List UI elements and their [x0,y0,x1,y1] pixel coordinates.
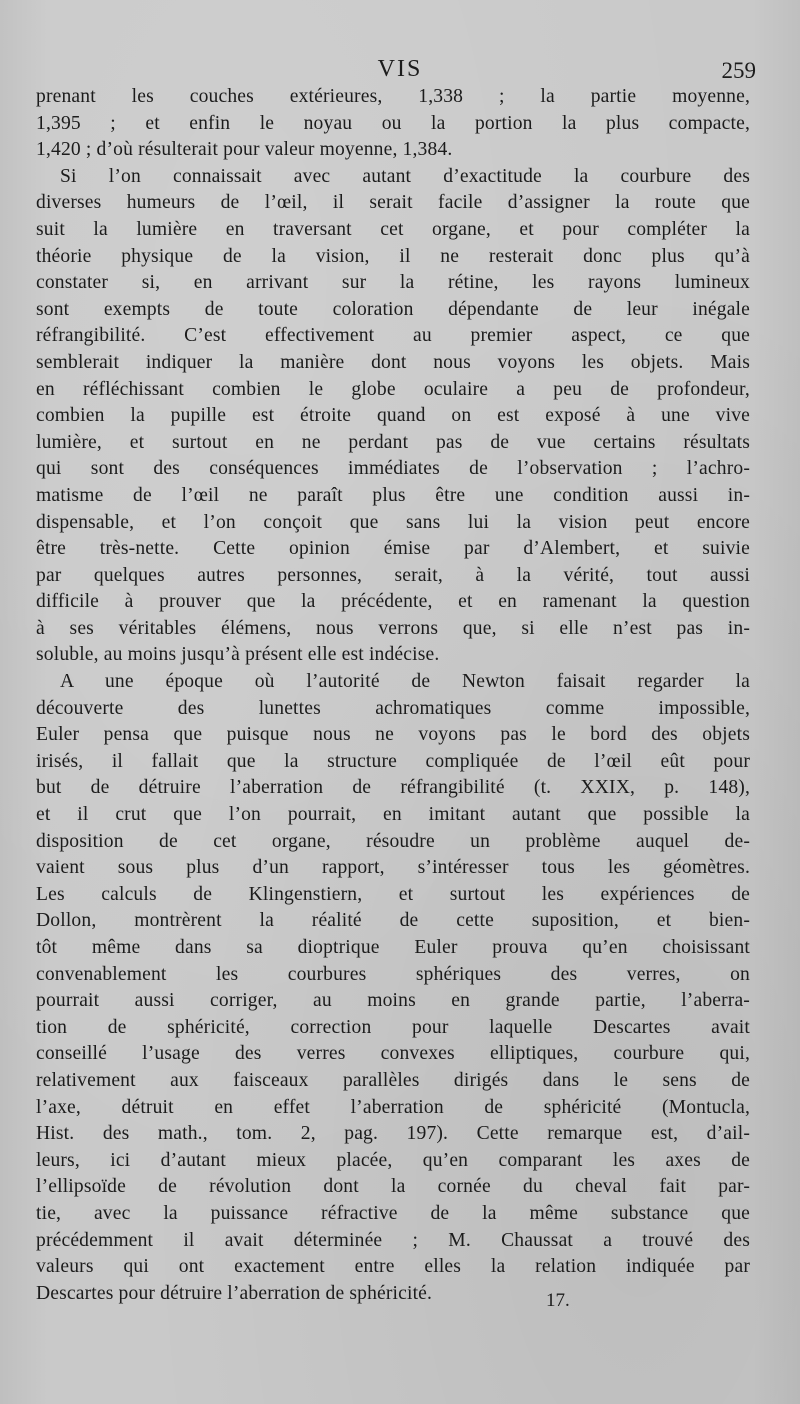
text-line: diverses humeurs de l’œil, il serait facile d’assigner la route que [36,192,750,214]
text-line: réfrangibilité. C’est effectivement au premier aspect, ce que [36,325,750,347]
text-line: combien la pupille est étroite quand on est exposé à une vive [36,405,750,427]
text-line: lumière, et surtout en ne perdant pas de vue certains résultats [36,431,750,453]
text-line: Descartes pour détruire l’aberration de sphéricité. [36,1282,433,1304]
text-line: 1,395 ; et enfin le noyau ou la portion la plus compacte, [36,112,750,134]
text-line: précédemment il avait déterminée ; M. Chaussat a trouvé des [36,1229,750,1251]
body-text [36,84,750,1307]
text-line: Hist. des math., tom. 2, pag. 197). Cette remarque est, d’ail- [36,1123,750,1145]
text-line: sont exempts de toute coloration dépendante de leur inégale [36,298,750,320]
text-line: vaient sous plus d’un rapport, s’intéresser tous les géomètres. [36,857,750,879]
text-line: Euler pensa que puisque nous ne voyons pas le bord des objets [36,724,750,746]
text-line: à ses véritables élémens, nous verrons que, si elle n’est pas in- [36,617,750,639]
text-line: l’axe, détruit en effet l’aberration de sphéricité (Montucla, [36,1096,750,1118]
text-line: tôt même dans sa dioptrique Euler prouva qu’en choisissant [36,937,750,958]
text-line: et il crut que l’on pourrait, en imitant autant que possible la [36,804,750,826]
text-line: leurs, ici d’autant mieux placée, qu’en comparant les axes de [36,1149,750,1171]
text-line: Si l’on connaissait avec autant d’exactitude la courbure des [60,165,750,187]
signature-mark: 17. [546,1290,570,1311]
text-line: difficile à prouver que la précédente, et en ramenant la question [36,591,750,613]
text-line: relativement aux faisceaux parallèles dirigés dans le sens de [36,1069,750,1091]
text-line: Dollon, montrèrent la réalité de cette suposition, et bien- [36,910,750,932]
text-line: dispensable, et l’on conçoit que sans lui la vision peut encore [36,511,750,533]
text-line: matisme de l’œil ne paraît plus être une condition aussi in- [36,484,750,506]
text-line: irisés, il fallait que la structure compliquée de l’œil eût pour [36,750,750,772]
text-line: tie, avec la puissance réfractive de la même substance que [36,1202,750,1224]
text-line: semblerait indiquer la manière dont nous voyons les objets. Mais [36,351,750,373]
text-line: soluble, au moins jusqu’à présent elle est indécise. [36,644,440,666]
text-line: Les calculs de Klingenstiern, et surtout les expériences de [36,883,750,905]
running-head [36,56,764,86]
text-line: en réfléchissant combien le globe oculaire a peu de profondeur, [36,378,750,400]
text-line: pourrait aussi corriger, au moins en grande partie, l’aberra- [36,990,750,1012]
text-line: constater si, en arrivant sur la rétine, les rayons lumineux [36,272,750,294]
page-number: 259 [721,58,756,83]
text-line: but de détruire l’aberration de réfrangibilité (t. XXIX, p. 148), [36,777,750,799]
text-line: disposition de cet organe, résoudre un problème auquel de- [36,830,750,852]
text-line: théorie physique de la vision, il ne resterait donc plus qu’à [36,245,750,267]
text-line: suit la lumière en traversant cet organe, et pour compléter la [36,218,750,240]
text-line: qui sont des conséquences immédiates de l’observation ; l’achro- [36,458,750,480]
text-line: 1,420 ; d’où résulterait pour valeur moyenne, 1,384. [36,139,453,161]
text-line: A une époque où l’autorité de Newton faisait regarder la [60,671,750,693]
text-line: l’ellipsoïde de révolution dont la cornée du cheval fait par- [36,1176,750,1198]
text-line: découverte des lunettes achromatiques comme impossible, [36,697,750,719]
text-line: par quelques autres personnes, serait, à la vérité, tout aussi [36,564,750,586]
text-line: valeurs qui ont exactement entre elles la relation indiquée par [36,1256,750,1278]
running-title: VIS [377,56,423,82]
text-line: tion de sphéricité, correction pour laquelle Descartes avait [36,1016,750,1038]
text-line: prenant les couches extérieures, 1,338 ; la partie moyenne, [36,86,750,107]
text-line: être très-nette. Cette opinion émise par d’Alembert, et suivie [36,538,750,560]
text-line: convenablement les courbures sphériques des verres, on [36,963,750,985]
text-line: conseillé l’usage des verres convexes elliptiques, courbure qui, [36,1043,750,1065]
